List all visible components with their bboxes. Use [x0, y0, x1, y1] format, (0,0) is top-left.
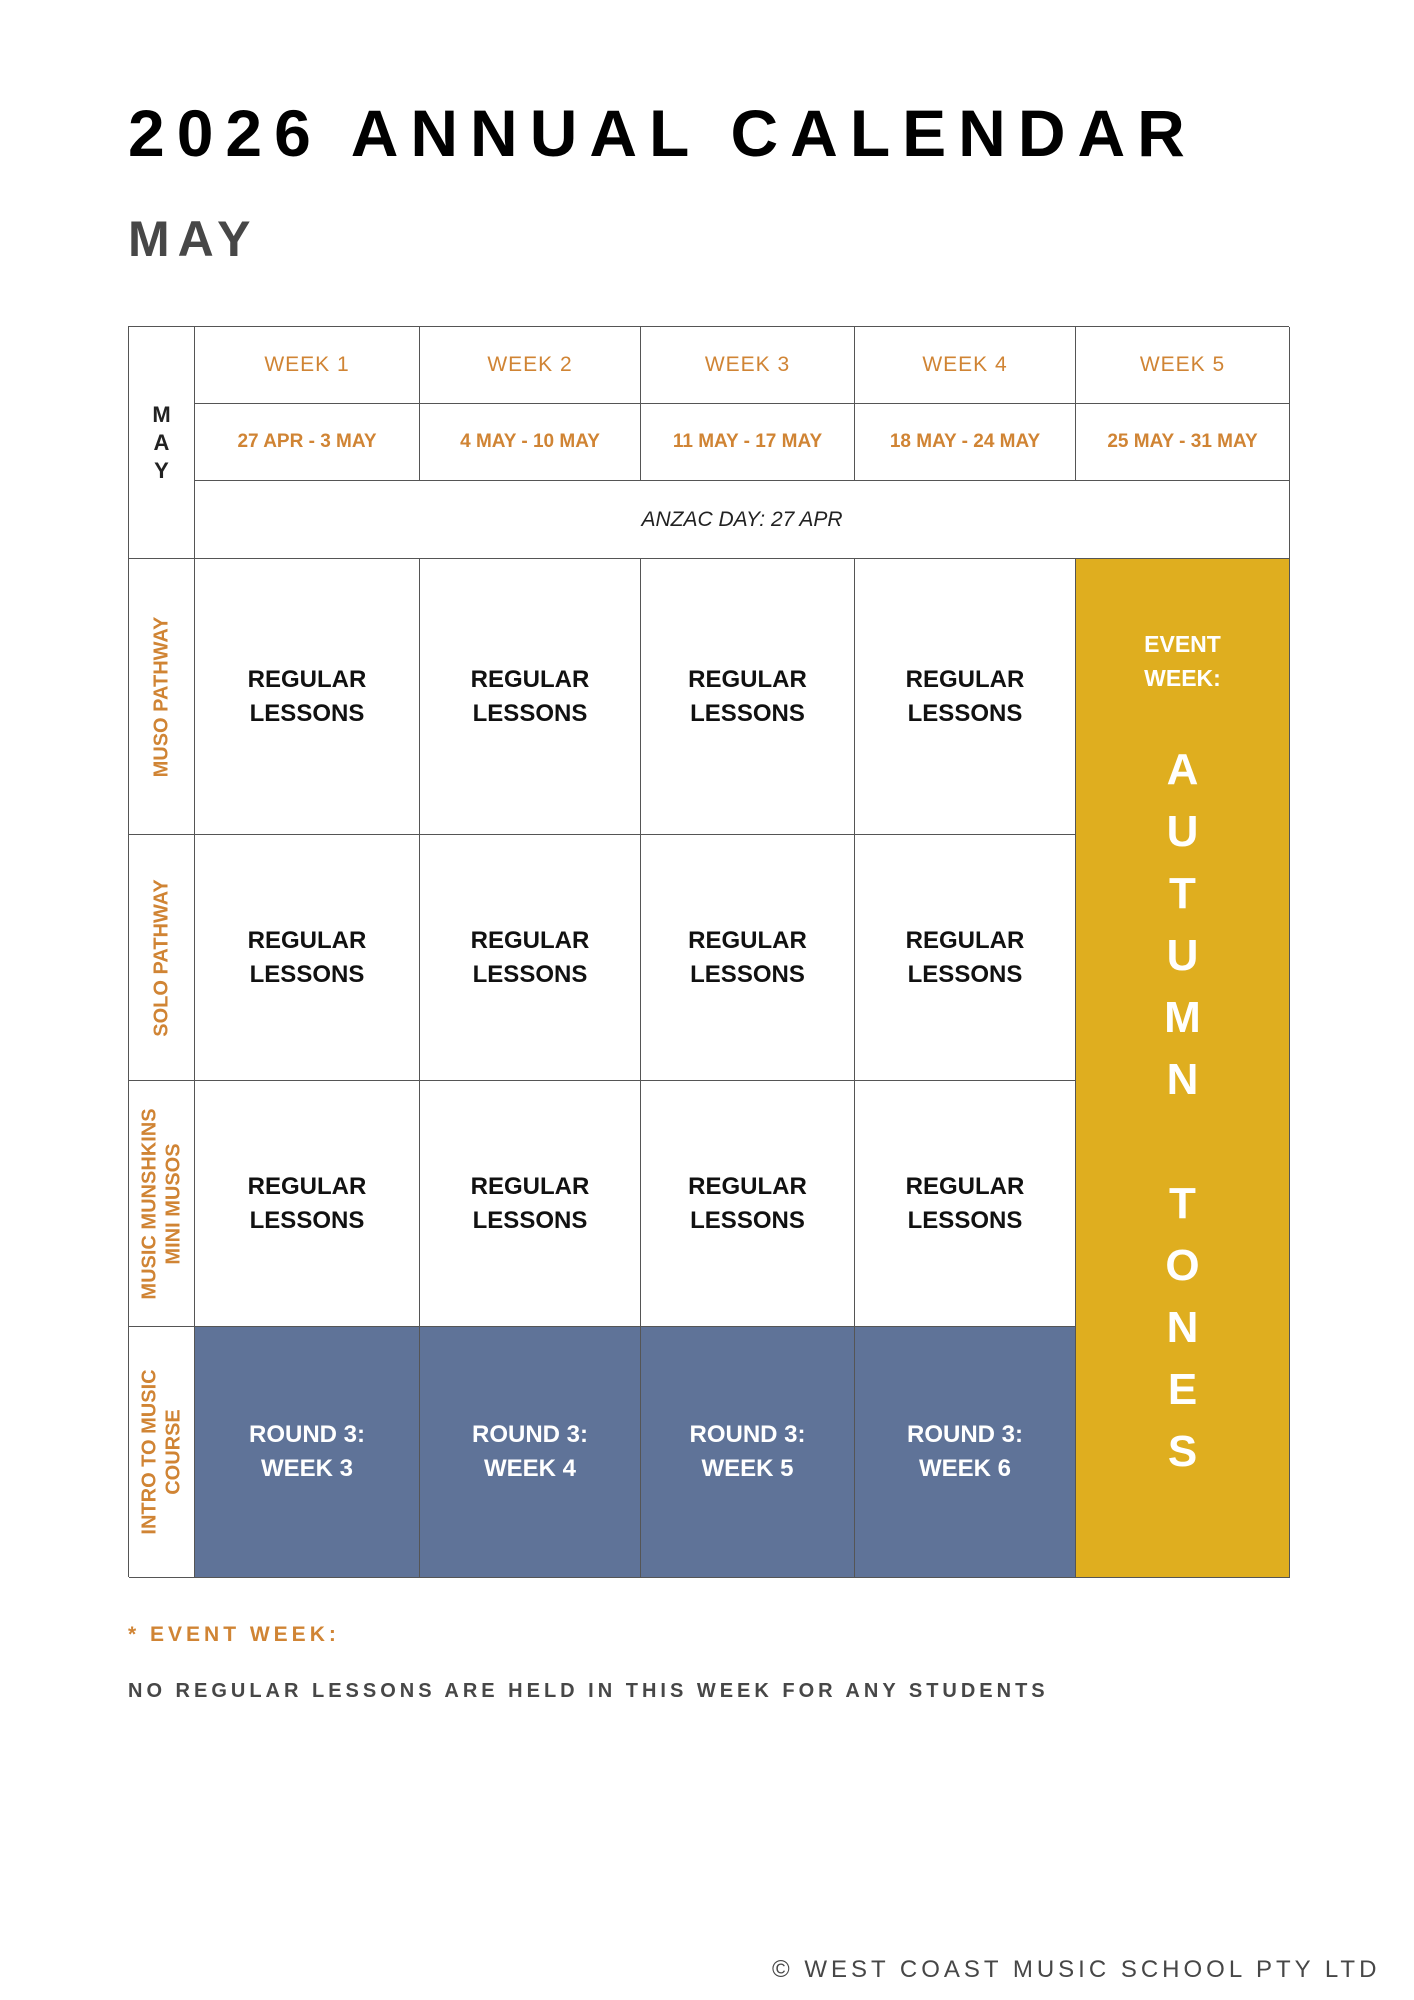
- month-letter: Y: [154, 457, 169, 483]
- lesson-cell: [641, 559, 855, 835]
- event-letter: T: [1169, 869, 1196, 918]
- event-letter: N: [1166, 1055, 1199, 1104]
- row-label-text: MUSIC MUNSHKINS: [138, 1107, 161, 1300]
- week-dates: 11 MAY - 17 MAY: [641, 404, 855, 481]
- lesson-cell: [195, 1081, 420, 1327]
- lesson-text: REGULAR LESSONS: [247, 926, 367, 988]
- event-letter: M: [1164, 993, 1201, 1042]
- course-text: ROUND 3: WEEK 6: [906, 1421, 1023, 1482]
- lesson-text: REGULAR LESSONS: [905, 665, 1025, 727]
- lesson-cell: [195, 835, 420, 1081]
- row-label-text: INTRO TO MUSIC: [138, 1369, 161, 1535]
- lesson-text: REGULAR LESSONS: [247, 1172, 367, 1234]
- month-letter: A: [153, 429, 170, 455]
- lesson-cell: [855, 835, 1076, 1081]
- lesson-cell: [420, 559, 641, 835]
- lesson-text: REGULAR LESSONS: [688, 665, 807, 727]
- course-cell: [641, 1327, 855, 1578]
- lesson-text: REGULAR LESSONS: [470, 665, 590, 727]
- event-letter: S: [1167, 1427, 1198, 1476]
- week-header: WEEK 3: [641, 327, 855, 404]
- event-letter: E: [1167, 1365, 1198, 1414]
- lesson-text: REGULAR LESSONS: [470, 1172, 590, 1234]
- month-letter: M: [152, 401, 171, 427]
- event-letter: N: [1166, 1303, 1199, 1352]
- row-label-text: COURSE: [162, 1409, 185, 1495]
- week-dates: 25 MAY - 31 MAY: [1076, 404, 1290, 481]
- course-cell: [420, 1327, 641, 1578]
- week-dates: 27 APR - 3 MAY: [195, 404, 420, 481]
- course-cell: [855, 1327, 1076, 1578]
- event-week-note-text: NO REGULAR LESSONS ARE HELD IN THIS WEEK FOR ANY STUDENTS: [128, 1680, 1049, 1702]
- event-letter: A: [1166, 745, 1199, 794]
- row-label-text: MUSO PATHWAY: [150, 616, 173, 777]
- row-label-music-munshkins: [129, 1081, 195, 1327]
- lesson-text: REGULAR LESSONS: [470, 926, 590, 988]
- page-title: 2026 ANNUAL CALENDAR: [128, 96, 1197, 170]
- week-header: WEEK 4: [855, 327, 1076, 404]
- lesson-cell: [195, 559, 420, 835]
- month-vertical-label: [129, 327, 195, 559]
- event-letter: T: [1169, 1179, 1196, 1228]
- lesson-cell: [855, 559, 1076, 835]
- calendar-table: [128, 326, 1289, 1577]
- lesson-cell: [420, 835, 641, 1081]
- lesson-text: REGULAR LESSONS: [247, 665, 367, 727]
- week-header: WEEK 5: [1076, 327, 1290, 404]
- event-week-note-title: * EVENT WEEK:: [128, 1623, 340, 1646]
- holiday-note: ANZAC DAY: 27 APR: [195, 481, 1290, 559]
- event-letter: U: [1166, 807, 1199, 856]
- lesson-cell: [641, 835, 855, 1081]
- row-label-solo-pathway: [129, 835, 195, 1081]
- course-text: ROUND 3: WEEK 4: [471, 1421, 588, 1482]
- event-name-vertical: [1164, 739, 1201, 1483]
- lesson-cell: [641, 1081, 855, 1327]
- row-label-muso-pathway: [129, 559, 195, 835]
- row-label-intro-course: [129, 1327, 195, 1578]
- event-letter: U: [1166, 931, 1199, 980]
- event-week-cell: [1076, 559, 1290, 1578]
- row-label-text: MINI MUSOS: [162, 1142, 185, 1265]
- lesson-text: REGULAR LESSONS: [905, 926, 1025, 988]
- week-dates: 18 MAY - 24 MAY: [855, 404, 1076, 481]
- week-dates: 4 MAY - 10 MAY: [420, 404, 641, 481]
- week-header: WEEK 1: [195, 327, 420, 404]
- lesson-cell: [855, 1081, 1076, 1327]
- copyright-footer: © WEST COAST MUSIC SCHOOL PTY LTD: [772, 1956, 1381, 1983]
- event-letter: O: [1165, 1241, 1200, 1290]
- event-week-title: EVENT WEEK:: [1144, 631, 1221, 691]
- course-cell: [195, 1327, 420, 1578]
- course-text: ROUND 3: WEEK 3: [248, 1421, 365, 1482]
- lesson-text: REGULAR LESSONS: [905, 1172, 1025, 1234]
- week-header: WEEK 2: [420, 327, 641, 404]
- row-label-text: SOLO PATHWAY: [150, 878, 173, 1037]
- month-heading: MAY: [128, 211, 259, 267]
- lesson-cell: [420, 1081, 641, 1327]
- course-text: ROUND 3: WEEK 5: [689, 1421, 806, 1482]
- lesson-text: REGULAR LESSONS: [688, 1172, 807, 1234]
- lesson-text: REGULAR LESSONS: [688, 926, 807, 988]
